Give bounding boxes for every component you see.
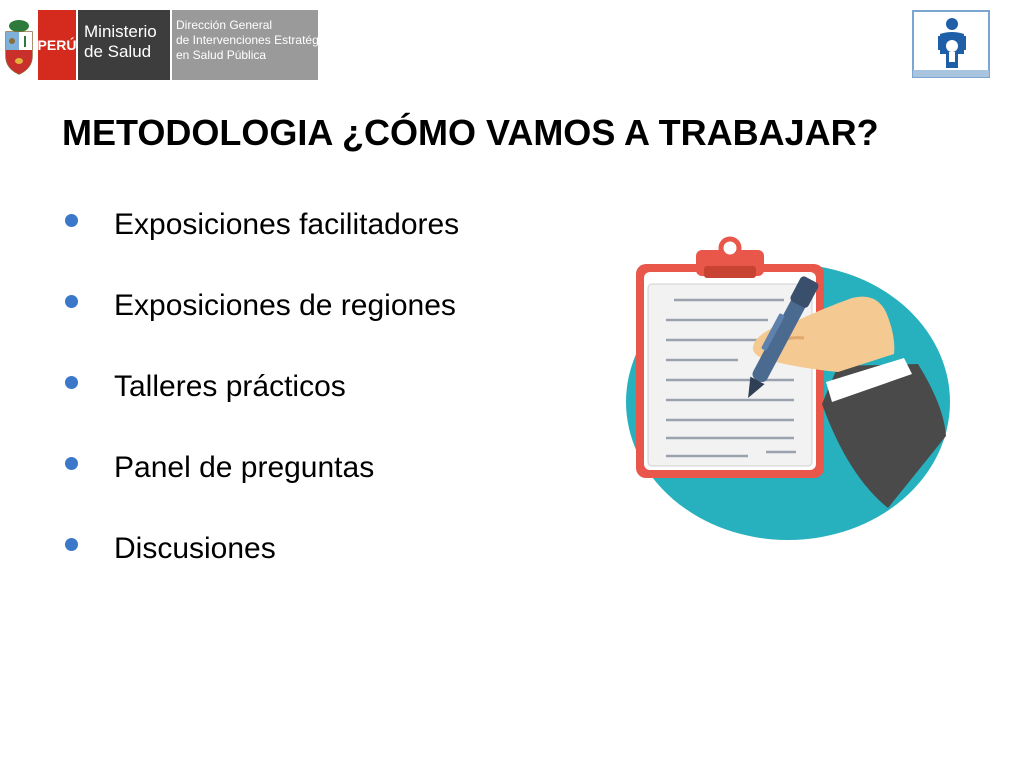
page-title: METODOLOGIA ¿CÓMO VAMOS A TRABAJAR? <box>62 112 879 153</box>
bullet-icon <box>65 457 78 470</box>
list-item-label: Discusiones <box>114 532 276 565</box>
list-item <box>62 362 459 443</box>
list-item-label: Panel de preguntas <box>114 451 375 484</box>
ministry-label <box>78 10 170 80</box>
direction-line-2: de Intervenciones Estratégicas <box>176 33 341 47</box>
list-item-label: Exposiciones facilitadores <box>114 208 460 241</box>
ministry-line-1: Ministerio <box>84 22 157 41</box>
bullet-icon <box>65 214 78 227</box>
direction-line-1: Dirección General <box>176 18 273 32</box>
list-item <box>62 524 459 605</box>
list-item <box>62 443 459 524</box>
list-item-label: Exposiciones de regiones <box>114 289 456 322</box>
peru-label: PERÚ <box>38 10 76 80</box>
list-item <box>62 200 459 281</box>
person-with-child-icon <box>912 10 990 78</box>
bullet-list <box>62 200 459 605</box>
peru-coat-of-arms-icon <box>2 12 36 78</box>
direction-line-3: en Salud Pública <box>176 48 267 62</box>
ministry-line-2: de Salud <box>84 42 152 61</box>
clipboard-writing-hand-icon <box>618 236 950 542</box>
bullet-icon <box>65 376 78 389</box>
bullet-icon <box>65 538 78 551</box>
list-item-label: Talleres prácticos <box>114 370 346 403</box>
list-item <box>62 281 459 362</box>
direction-label <box>172 10 341 80</box>
bullet-icon <box>65 295 78 308</box>
